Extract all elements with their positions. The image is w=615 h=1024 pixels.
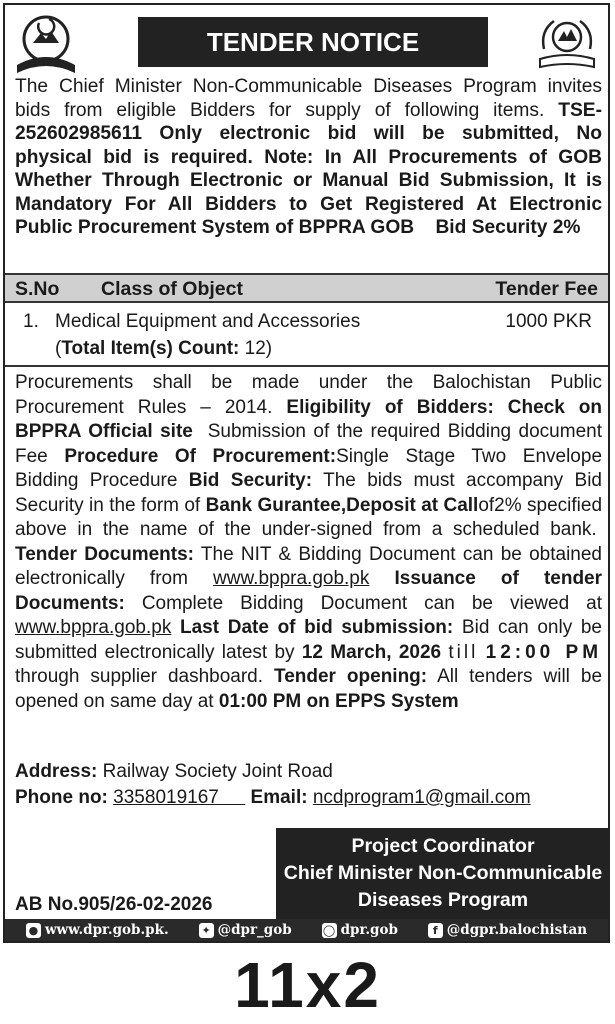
footer-web[interactable] [26,922,169,938]
body-text: The NIT & Bidding Document can be obtained electronically from [15,543,602,589]
last-time-value: 12:00 PM [485,641,603,663]
phone-label: Phone no: [15,787,108,808]
title-banner [138,17,488,67]
signature-block [276,828,610,920]
last-date-value: 12 March, 2026 [301,641,442,663]
tender-documents-label: Tender Documents: [15,543,194,565]
phone-email-line [15,787,531,809]
intro-line: The Chief Minister Non-Communicable Diseases Program invites [15,76,602,97]
footer-twitter-text: @dpr_gob [217,922,292,938]
ad-size-label: 11x2 [234,949,381,1021]
body-paragraph [15,371,602,714]
address-value: Railway Society Joint Road [102,761,333,782]
table-header [5,273,608,303]
signature-org: Chief Minister Non-Communicable [283,862,603,884]
body-text: Single Stage Two Envelope Bidding Procedure [15,445,603,491]
email-label: Email: [250,787,308,808]
page-title: TENDER NOTICE [206,26,420,57]
table-row [5,305,608,367]
row-count-label: Total Item(s) Count: [61,338,240,359]
opening-time-value: 01:00 PM on EPPS System [218,690,459,712]
phone-underline-gap [219,787,245,808]
issuance-label: Issuance of tender Documents: [15,568,603,614]
body-text: through supplier dashboard. [15,666,264,687]
row-count [55,338,272,360]
intro-line [15,122,602,146]
col-header-class: Class of Object [101,278,243,300]
twitter-icon: ✦ [199,923,214,938]
intro-bold-text: Public Procurement System of BPPRA GOB [15,217,415,238]
tender-opening-label: Tender opening: [274,666,428,687]
footer-facebook[interactable] [428,922,587,938]
intro-paragraph [15,75,602,240]
body-text: All tenders will be opened on same day at [15,666,603,712]
intro-line [15,146,602,170]
phone-value[interactable]: 3358019167 [113,787,219,808]
intro-bold-text: Whether Through Electronic or Manual Bid Submission, It is [15,170,602,191]
intro-line [15,169,602,193]
intro-line [15,193,602,217]
body-text: The bids must accompany Bid Security in the form of [15,470,602,516]
col-header-fee: Tender Fee [495,278,598,300]
body-text: Procurements shall be made under the Balochistan Public Procurement Rules – 2014. [15,372,602,418]
intro-bold-text: Mandatory For All Bidders to Get Registered At Electronic [15,193,602,215]
body-text: Bid can only be submitted electronically latest by [15,617,603,663]
row-count-value: 12) [239,338,273,359]
intro-text: bids from eligible Bidders for supply of following items. [15,99,545,121]
row-fee: 1000 PKR [505,311,592,332]
facebook-icon: f [428,923,443,938]
email-value[interactable]: ncdprogram1@gmail.com [312,787,531,808]
row-count-open: ( [55,338,62,359]
footer-web-text: www.dpr.gob.pk. [44,922,169,938]
eligibility-label: Eligibility of Bidders: Check on BPPRA Official site [15,396,603,442]
bppra-link[interactable]: www.bppra.gob.pk [213,568,370,589]
globe-icon: ● [26,923,41,938]
tse-label: TSE- [558,99,602,121]
intro-bold-text: physical bid is required. Note: In All Procurements of GOB [15,146,602,168]
address-label: Address: [15,761,98,782]
till-text: till [448,641,479,663]
footer-twitter[interactable] [199,922,292,938]
balochistan-emblem-icon [11,9,81,77]
security-bold-text: Bank Gurantee,Deposit at Call [205,494,479,516]
footer-instagram[interactable] [322,922,398,938]
intro-line [15,216,602,240]
body-text: of2% specified above in the name of the under-signed from a scheduled bank. [15,494,603,540]
address-line [15,761,333,783]
intro-bold-text: 252602985611 Only electronic bid will be submitted, No [15,123,602,144]
last-date-label: Last Date of bid submission: [180,617,454,638]
bid-security-label: Bid Security: [188,470,313,491]
footer-bar [5,919,608,941]
instagram-icon: ◯ [322,923,336,937]
intro-line [15,99,602,123]
ab-number: AB No.905/26-02-2026 [15,894,213,915]
signature-title: Project Coordinator [351,835,535,857]
signature-org: Diseases Program [357,889,529,911]
col-header-sno: S.No [15,278,60,300]
row-sno: 1. [23,311,39,332]
bppra-link[interactable]: www.bppra.gob.pk [15,617,172,638]
dgpr-emblem-icon [532,9,602,77]
procedure-label: Procedure Of Procurement: [64,445,337,467]
body-text: Submission of the required Bidding document Fee [15,421,602,467]
tender-notice [3,3,610,943]
row-item: Medical Equipment and Accessories [55,311,361,332]
footer-instagram-text: dpr.gob [340,922,398,938]
footer-facebook-text: @dgpr.balochistan [446,922,588,938]
bid-security-text: Bid Security 2% [435,217,581,238]
body-text: Complete Bidding Document can be viewed at [141,592,602,614]
